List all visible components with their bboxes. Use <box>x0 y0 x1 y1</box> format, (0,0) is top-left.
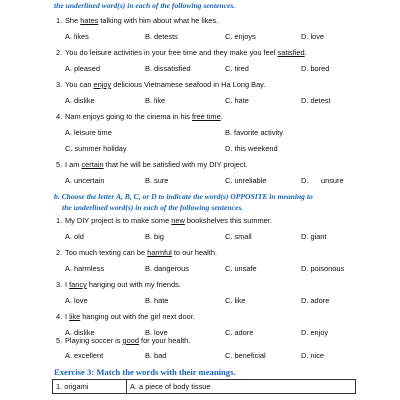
underlined-word: good <box>122 336 139 345</box>
option-a[interactable]: A. dislike <box>65 96 95 105</box>
section-a-instruction: the underlined word(s) in each of the following sentences. <box>54 1 236 10</box>
b-question-5: 5. Playing soccer is good for your health. <box>56 336 191 345</box>
option-b[interactable]: B. love <box>145 328 168 337</box>
matching-table <box>52 379 356 394</box>
option-d[interactable]: D. adore <box>301 296 330 305</box>
option-d[interactable]: D. enjoy <box>301 328 329 337</box>
underlined-word: hates <box>80 16 99 25</box>
option-c[interactable]: C. hate <box>225 96 249 105</box>
option-d-letter[interactable]: D. <box>301 176 309 185</box>
section-b-instruction-line2: the underlined word(s) in each of the following sentences. <box>62 203 244 212</box>
underlined-word: free time <box>191 112 221 121</box>
option-a[interactable]: A. pleased <box>65 64 100 73</box>
option-c[interactable]: C. like <box>225 296 246 305</box>
option-c[interactable]: C. enjoys <box>225 32 256 41</box>
option-a[interactable]: A. leisure time <box>65 128 112 137</box>
option-b[interactable]: B. favorite activity <box>225 128 283 137</box>
option-c[interactable]: C. unsafe <box>225 264 257 273</box>
b-question-3: 3. I fancy hanging out with my friends. <box>56 280 181 289</box>
option-c[interactable]: C. unreliable <box>225 176 267 185</box>
option-c[interactable]: C. tired <box>225 64 249 73</box>
a-question-4: 4. Nam enjoys going to the cinema in his free time. <box>56 112 223 121</box>
underlined-word: enjoy <box>93 80 112 89</box>
option-b[interactable]: B. detests <box>145 32 178 41</box>
b-question-4: 4. I like hanging out with the girl next door. <box>56 312 195 321</box>
option-b[interactable]: B. like <box>145 96 166 105</box>
underlined-word: satisfied <box>277 48 305 57</box>
question-number: 1. <box>56 16 63 25</box>
option-d[interactable]: D. nice <box>301 351 325 360</box>
table-row <box>53 380 356 394</box>
a-question-1: 1. She hates talking with him about what he likes. <box>56 16 219 25</box>
option-c[interactable]: C. beneficial <box>225 351 266 360</box>
option-b[interactable]: B. big <box>145 232 164 241</box>
section-b-instruction-line1: b. Choose the letter A, B, C, or D to indicate the word(s) OPPOSITE in meaning to <box>54 192 313 201</box>
match-left-cell: 1. origami <box>53 380 127 394</box>
option-b[interactable]: B. dangerous <box>145 264 189 273</box>
option-d[interactable]: D. detest <box>301 96 331 105</box>
option-c[interactable]: C. adore <box>225 328 254 337</box>
a-question-3: 3. You can enjoy delicious Vietnamese seafood in Ha Long Bay. <box>56 80 266 89</box>
option-d[interactable]: D. poisonous <box>301 264 345 273</box>
a-question-5: 5. I am certain that he will be satisfied with my DIY project. <box>56 160 248 169</box>
option-a[interactable]: A. dislike <box>65 328 95 337</box>
underlined-word: certain <box>81 160 104 169</box>
option-a[interactable]: A. uncertain <box>65 176 105 185</box>
underlined-word: harmful <box>147 248 172 257</box>
option-a[interactable]: A. old <box>65 232 84 241</box>
option-d[interactable]: D. giant <box>301 232 327 241</box>
option-a[interactable]: A. harmless <box>65 264 105 273</box>
option-d[interactable]: D. love <box>301 32 325 41</box>
exercise-3-title: Exercise 3: Match the words with their meanings. <box>54 367 236 377</box>
underlined-word: fancy <box>69 280 87 289</box>
underlined-word: new <box>171 216 185 225</box>
option-d-text[interactable]: unsure <box>321 176 344 185</box>
match-right-cell: A. a piece of body tissue <box>127 380 356 394</box>
option-c[interactable]: C. summer holiday <box>65 144 127 153</box>
option-d[interactable]: D. bored <box>301 64 330 73</box>
option-b[interactable]: B. hate <box>145 296 169 305</box>
underlined-word: like <box>69 312 81 321</box>
option-b[interactable]: B. dissatisfied <box>145 64 191 73</box>
option-a[interactable]: A. likes <box>65 32 89 41</box>
option-a[interactable]: A. love <box>65 296 88 305</box>
option-a[interactable]: A. excellent <box>65 351 104 360</box>
a-question-2: 2. You do leisure activities in your free time and they make you feel satisfied. <box>56 48 307 57</box>
option-c[interactable]: C. small <box>225 232 252 241</box>
option-b[interactable]: B. sure <box>145 176 169 185</box>
b-question-1: 1. My DIY project is to make some new bookshelves this summer. <box>56 216 272 225</box>
option-b[interactable]: B. bad <box>145 351 167 360</box>
option-d[interactable]: D. this weekend <box>225 144 278 153</box>
b-question-2: 2. Too much texting can be harmful to our health. <box>56 248 218 257</box>
